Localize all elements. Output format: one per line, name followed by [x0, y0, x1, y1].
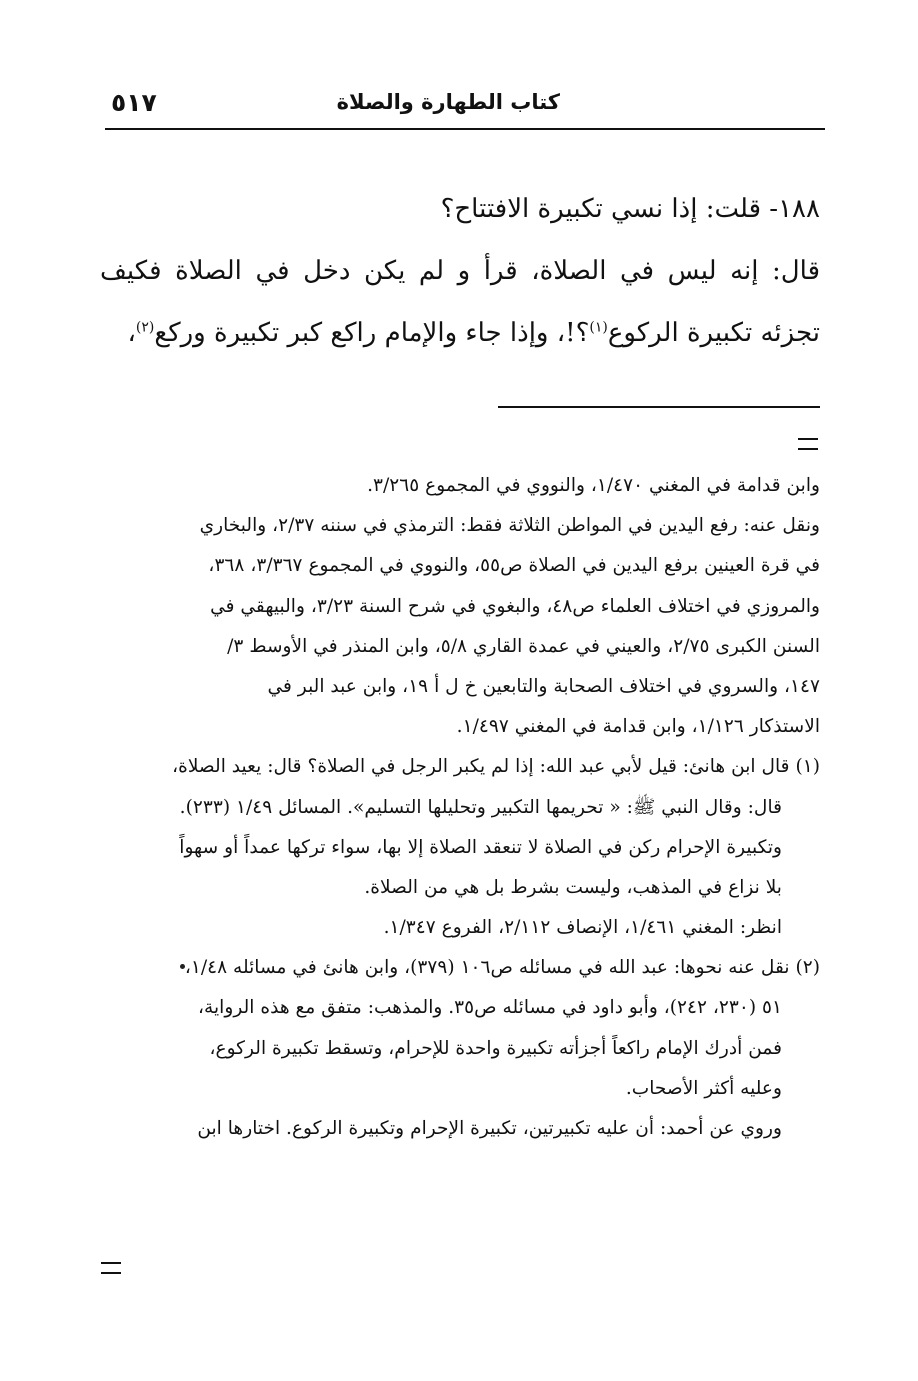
header-rule — [105, 128, 825, 130]
stray-dot — [180, 964, 185, 969]
header-title: كتاب الطهارة والصلاة — [336, 90, 560, 114]
answer-part-3: ، — [127, 318, 136, 348]
running-header — [105, 86, 825, 126]
footnote-line: وتكبيرة الإحرام ركن في الصلاة لا تنعقد الصلاة إلا بها، سواء تركها عمداً أو سهواً — [179, 836, 782, 858]
footnote-line: الاستذكار ١/١٢٦، وابن قدامة في المغني ١/٤٩٧. — [456, 716, 820, 738]
footnote-line: وابن قدامة في المغني ١/٤٧٠، والنووي في المجموع ٣/٢٦٥. — [367, 475, 820, 496]
footnote-line: السنن الكبرى ٢/٧٥، والعيني في عمدة القاري ٥/٨، وابن المنذر في الأوسط ٣/ — [227, 635, 820, 657]
footnote-1-start: (١) قال ابن هانئ: قيل لأبي عبد الله: إذا لم يكبر الرجل في الصلاة؟ قال: يعيد الصلاة، — [172, 756, 820, 778]
question-text: ١٨٨- قلت: إذا نسي تكبيرة الافتتاح؟ — [440, 194, 820, 224]
answer-part-2: ؟!، وإذا جاء والإمام راكع كبر تكبيرة وركع — [154, 318, 590, 348]
footnote-line: فمن أدرك الإمام راكعاً أجزأته تكبيرة واحدة للإحرام، وتسقط تكبيرة الركوع، — [209, 1037, 782, 1059]
footnote-2-start: (٢) نقل عنه نحوها: عبد الله في مسائله ص١٠٦ (٣٧٩)، وابن هانئ في مسائله ١/٤٨، — [184, 957, 820, 979]
footnote-line: ١٤٧، والسروي في اختلاف الصحابة والتابعين خ ل أ ١٩، وابن عبد البر في — [267, 675, 820, 697]
answer-text — [100, 240, 820, 364]
answer-part-1: قال: إنه ليس في الصلاة، قرأ و لم يكن دخل في الصلاة فكيف تجزئه تكبيرة الركوع — [100, 256, 820, 348]
footnote-line: في قرة العينين برفع اليدين في الصلاة ص٥٥، والنووي في المجموع ٣/٣٦٧، ٣٦٨، — [208, 555, 820, 577]
footnote-line: ونقل عنه: رفع اليدين في المواطن الثلاثة فقط: الترمذي في سننه ٢/٣٧، والبخاري — [199, 515, 820, 537]
footnote-line: وعليه أكثر الأصحاب. — [625, 1077, 782, 1099]
continuation-mark-bottom — [101, 1262, 121, 1274]
footnote-line: وروي عن أحمد: أن عليه تكبيرتين، تكبيرة الإحرام وتكبيرة الركوع. اختارها ابن — [197, 1118, 782, 1139]
footnote-line: بلا نزاع في المذهب، وليست بشرط بل هي من الصلاة. — [364, 876, 782, 898]
question-paragraph — [100, 178, 820, 240]
footnote-line: ٥١ (٢٣٠، ٢٤٢)، وأبو داود في مسائله ص٣٥. والمذهب: متفق مع هذه الرواية، — [198, 997, 782, 1019]
footnotes — [100, 466, 820, 1149]
page-number: ٥١٧ — [111, 88, 157, 117]
footnote-line: قال: وقال النبي ﷺ: « تحريمها التكبير وتحليلها التسليم». المسائل ١/٤٩ (٢٣٣). — [179, 796, 782, 818]
footnote-line: انظر: المغني ١/٤٦١، الإنصاف ٢/١١٢، الفروع ١/٣٤٧. — [383, 917, 782, 939]
footnote-ref-2[interactable]: (٢) — [135, 319, 155, 336]
answer-paragraph — [100, 240, 820, 364]
continuation-mark-top — [798, 438, 818, 450]
footnote-line: والمروزي في اختلاف العلماء ص٤٨، والبغوي في شرح السنة ٣/٢٣، والبيهقي في — [210, 595, 820, 617]
footnote-ref-1[interactable]: (١) — [589, 319, 608, 336]
footnote-separator — [498, 406, 820, 408]
